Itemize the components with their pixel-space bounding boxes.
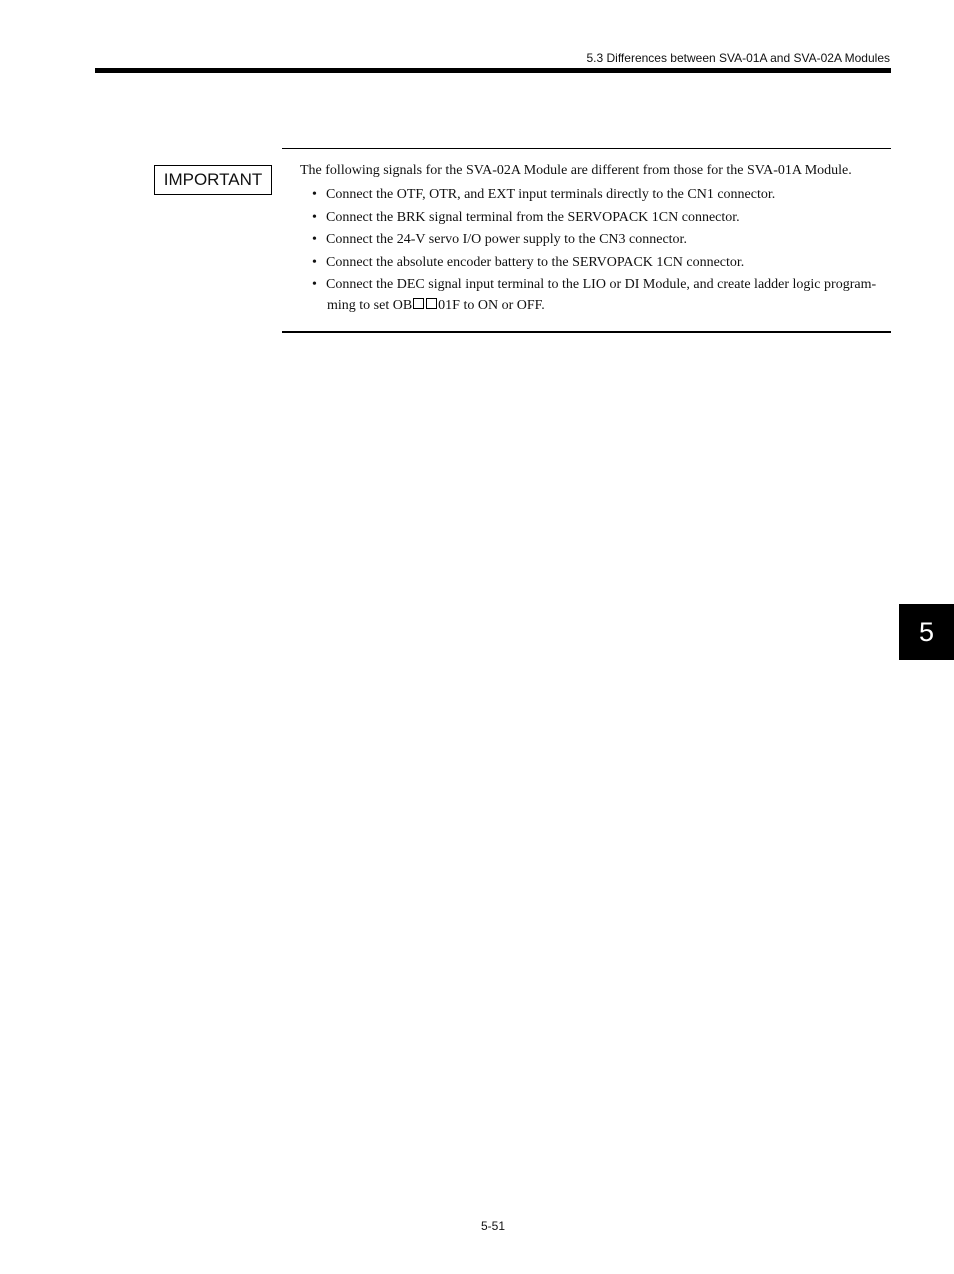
list-item — [300, 276, 892, 315]
note-intro: The following signals for the SVA-02A Module are different from those for the SVA-01A Module. — [300, 163, 852, 178]
important-note — [300, 162, 892, 320]
bullet-text: Connect the OTF, OTR, and EXT input terminals directly to the CN1 connector. — [326, 187, 776, 202]
bullet-icon: • — [312, 232, 317, 247]
bullet-text-continuation — [326, 297, 892, 315]
list-item — [300, 254, 892, 272]
list-item — [300, 209, 892, 227]
bullet-text: Connect the DEC signal input terminal to the LIO or DI Module, and create ladder logic program- — [326, 277, 877, 292]
bullet-text: Connect the absolute encoder battery to the SERVOPACK 1CN connector. — [326, 254, 745, 270]
note-rule-bottom — [282, 331, 891, 333]
placeholder-square-icon — [426, 298, 437, 309]
chapter-tab: 5 — [899, 604, 954, 660]
bullet-list — [300, 186, 892, 315]
bullet-text: Connect the BRK signal terminal from the SERVOPACK 1CN connector. — [326, 209, 740, 225]
register-prefix: ming to set OB — [327, 298, 413, 313]
header-rule — [95, 68, 891, 73]
note-rule-top — [282, 148, 891, 149]
list-item — [300, 231, 892, 249]
placeholder-square-icon — [413, 298, 424, 309]
bullet-icon: • — [312, 209, 317, 225]
bullet-icon: • — [312, 277, 317, 292]
page-number: 5-51 — [480, 1219, 506, 1233]
list-item — [300, 186, 892, 204]
running-header: 5.3 Differences between SVA-01A and SVA-02A Modules — [586, 51, 890, 65]
bullet-icon: • — [312, 187, 317, 202]
bullet-icon: • — [312, 254, 317, 270]
important-label: IMPORTANT — [154, 165, 272, 195]
bullet-text: Connect the 24-V servo I/O power supply to the CN3 connector. — [326, 232, 687, 247]
register-suffix: 01F to ON or OFF. — [438, 298, 545, 313]
